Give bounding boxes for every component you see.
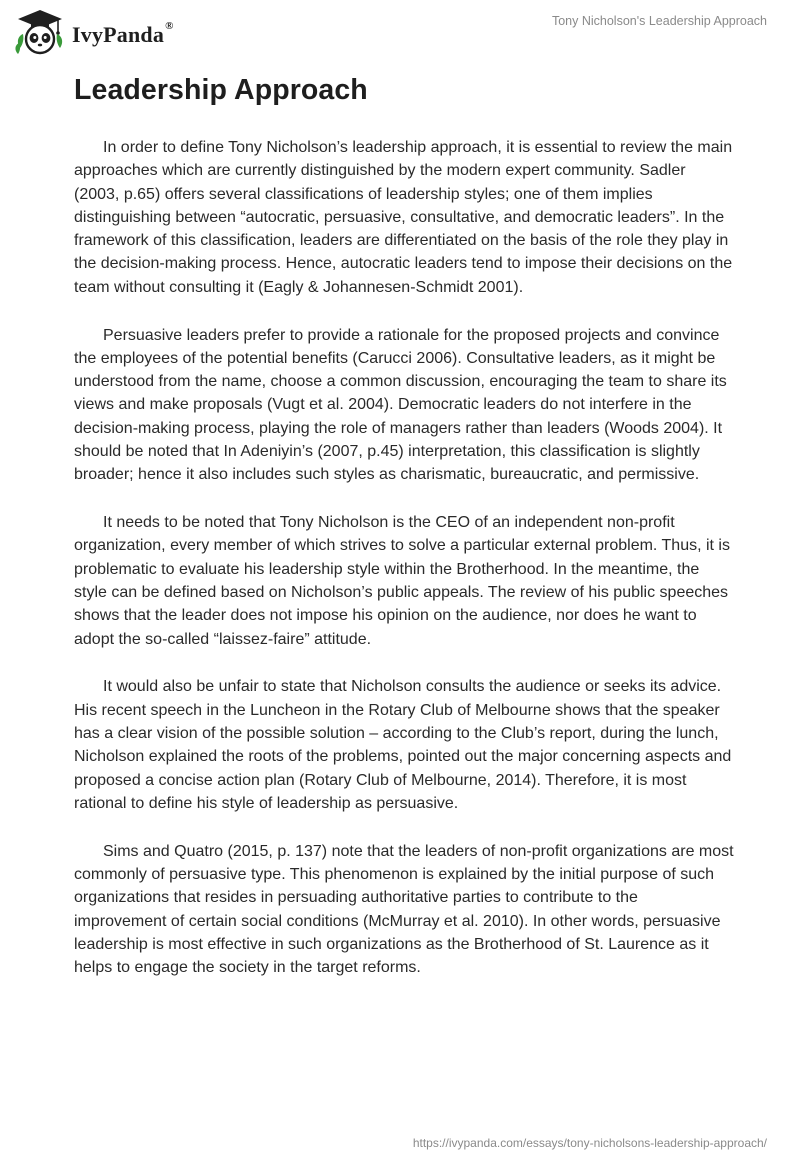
document-title: Tony Nicholson's Leadership Approach (551, 14, 767, 28)
logo-wordmark: IvyPanda (72, 22, 165, 47)
paragraph-5: Sims and Quatro (2015, p. 137) note that the leaders of non-profit organizations are most commonly of persuasive type. This phenomenon is explained by the initial purpose of such organizations that resides in persuading authoritative parties to contribute to the improvement of certain social conditions (McMurray et al. 2010). In other words, persuasive leadership is most effective in such organizations as the Brotherhood of St. Laurence as it helps to engage the society in the target reforms. (74, 842, 734, 977)
paragraph-3: It needs to be noted that Tony Nicholson is the CEO of an independent non-profit organization, every member of which strives to solve a particular external problem. Thus, it is problematic to evaluate his leadership style within the Brotherhood. In the meantime, the style can be defined based on Nicholson’s public appeals. The review of his public speeches shows that the leader does not impose his opinion on the audience, nor does he want to adopt the so-called “laissez-faire” attitude. (74, 514, 730, 648)
article-heading: Leadership Approach (74, 74, 368, 106)
panda-graduate-icon (14, 8, 66, 56)
article-body (74, 70, 734, 1004)
paragraph-2: Persuasive leaders prefer to provide a rationale for the proposed projects and convince the employees of the potential benefits (Carucci 2006). Consultative leaders, as it might be understood from the name, choose a common discussion, encouraging the team to share its views and make proposals (Vugt et al. 2004). Democratic leaders do not interfere in the decision-making process, playing the role of managers rather than leaders (Woods 2004). It should be noted that In Adeniyin’s (2007, p.45) interpretation, this classification is slightly broader; hence it also includes such styles as charismatic, bureaucratic, and permissive. (74, 326, 727, 484)
page-header (0, 0, 800, 60)
ivypanda-logo[interactable] (14, 8, 174, 56)
paragraph-1: In order to define Tony Nicholson’s leadership approach, it is essential to review the main approaches which are currently distinguished by the modern expert community. Sadler (2003, p.65) offers several classifications of leadership styles; one of them implies distinguishing between “autocratic, persuasive, consultative, and democratic leaders”. In the framework of this classification, leaders are differentiated on the basis of the role they play in the decision-making process. Hence, autocratic leaders tend to impose their decisions on the team without consulting it (Eagly & Johannesen-Schmidt 2001). (74, 139, 733, 296)
source-url[interactable]: https://ivypanda.com/essays/tony-nicholsons-leadership-approach/ (412, 1136, 767, 1150)
registered-mark: ® (165, 20, 174, 32)
paragraph-4: It would also be unfair to state that Nicholson consults the audience or seeks its advice. His recent speech in the Luncheon in the Rotary Club of Melbourne shows that the speaker has a clear vision of the possible solution – according to the Club’s report, during the lunch, Nicholson explained the roots of the problems, pointed out the major concerning aspects and proposed a concise action plan (Rotary Club of Melbourne, 2014). Therefore, it is most rational to define his style of leadership as persuasive. (74, 678, 732, 812)
